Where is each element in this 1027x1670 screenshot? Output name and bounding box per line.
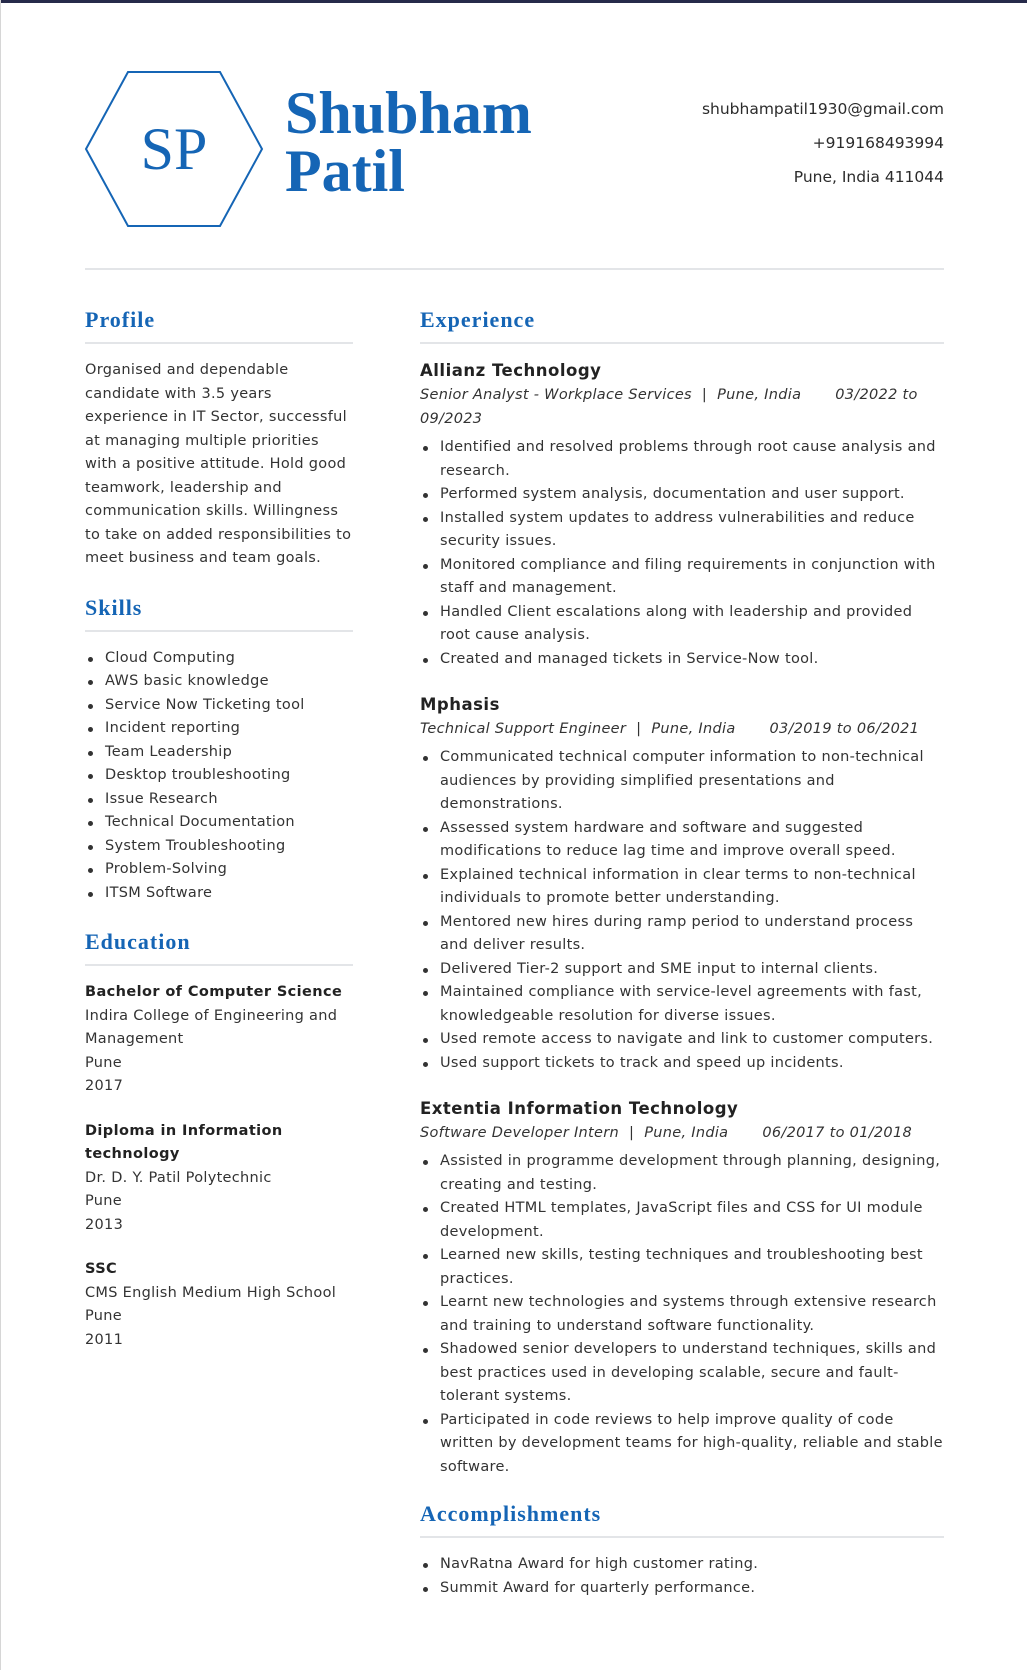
job-bullet: Explained technical information in clear terms to non-technical individuals to promote better understanding. — [420, 864, 944, 911]
job-location: Pune, India — [717, 387, 802, 403]
job-dates: 03/2022 to 09/2023 — [420, 387, 918, 427]
job-bullet: Maintained compliance with service-level agreements with fast, knowledgeable resolution for diverse issues. — [420, 981, 944, 1028]
job-role: Senior Analyst - Workplace Services — [420, 387, 692, 403]
job-role: Technical Support Engineer — [420, 721, 627, 737]
profile-summary: Organised and dependable candidate with 3.5 years experience in IT Sector, successful at managing multiple priorities with a positive attitude. Hold good teamwork, leadership and communication skills. Willingness to take on added responsibilities to meet business and team goals. — [85, 362, 352, 566]
job-bullet: Delivered Tier-2 support and SME input to internal clients. — [420, 958, 944, 982]
location: Pune, India 411044 — [793, 168, 944, 186]
job-dates: 06/2017 to 01/2018 — [762, 1125, 913, 1141]
company-name: Extentia Information Technology — [420, 1099, 739, 1118]
job-bullet: Identified and resolved problems through root cause analysis and research. — [420, 436, 944, 483]
skills-section — [85, 595, 353, 906]
page-edge — [0, 0, 1, 1670]
school: Indira College of Engineering and Management — [85, 1007, 338, 1047]
right-column — [420, 307, 944, 1600]
job-bullet: Installed system updates to address vulnerabilities and reduce security issues. — [420, 507, 944, 554]
education-entry — [85, 1258, 353, 1352]
header-divider — [85, 268, 944, 270]
job-bullet: Assessed system hardware and software and suggested modifications to reduce lag time and improve overall speed. — [420, 817, 944, 864]
job-entry — [420, 693, 944, 1075]
accomplishment-item: Summit Award for quarterly performance. — [420, 1577, 944, 1601]
meta-separator: | — [701, 387, 708, 403]
education-section — [85, 929, 353, 1352]
company-name: Mphasis — [420, 695, 500, 714]
job-bullet: Used support tickets to track and speed up incidents. — [420, 1052, 944, 1076]
school-city: Pune — [85, 1193, 122, 1209]
experience-section — [420, 307, 944, 1479]
skills-heading: Skills — [85, 595, 353, 632]
skill-item: Team Leadership — [85, 741, 353, 765]
school-city: Pune — [85, 1054, 122, 1071]
degree: Bachelor of Computer Science — [85, 984, 343, 1000]
monogram-hexagon — [84, 70, 264, 228]
left-column — [85, 307, 353, 1373]
candidate-name — [285, 80, 532, 204]
job-bullet: Handled Client escalations along with leadership and provided root cause analysis. — [420, 601, 944, 648]
skill-item: Desktop troubleshooting — [85, 764, 353, 788]
job-bullet: Communicated technical computer information to non-technical audiences by providing simplified presentations and demonstrations. — [420, 746, 944, 817]
skill-item: Cloud Computing — [85, 647, 353, 671]
job-bullet: Created HTML templates, JavaScript files and CSS for UI module development. — [420, 1197, 944, 1244]
skill-item: ITSM Software — [85, 882, 353, 906]
job-meta — [420, 1121, 944, 1145]
job-bullet: Learnt new technologies and systems through extensive research and training to understand software functionality. — [420, 1291, 944, 1338]
monogram-initials: SP — [140, 115, 208, 182]
degree: SSC — [85, 1261, 118, 1277]
job-bullet: Performed system analysis, documentation and user support. — [420, 483, 944, 507]
company-name: Allianz Technology — [420, 361, 602, 380]
skill-item: System Troubleshooting — [85, 835, 353, 859]
skill-item: Problem-Solving — [85, 858, 353, 882]
skill-item: Incident reporting — [85, 717, 353, 741]
skill-item: Technical Documentation — [85, 811, 353, 835]
job-bullets — [420, 1150, 944, 1479]
education-entry — [85, 1120, 353, 1238]
first-name: Shubham — [285, 80, 532, 146]
profile-heading: Profile — [85, 307, 353, 344]
job-entry — [420, 1097, 944, 1479]
job-bullet: Assisted in programme development through planning, designing, creating and testing. — [420, 1150, 944, 1197]
phone-number: +919168493994 — [812, 134, 944, 152]
job-bullet: Monitored compliance and filing requirements in conjunction with staff and management. — [420, 554, 944, 601]
experience-heading: Experience — [420, 307, 944, 344]
job-meta — [420, 717, 944, 741]
job-bullets — [420, 746, 944, 1075]
email-link[interactable]: shubhampatil1930@gmail.com — [701, 100, 944, 118]
job-entry — [420, 359, 944, 671]
meta-separator: | — [629, 1125, 635, 1141]
education-heading: Education — [85, 929, 353, 966]
job-location: Pune, India — [651, 721, 736, 737]
job-location: Pune, India — [644, 1125, 729, 1141]
meta-separator: | — [636, 721, 642, 737]
school-city: Pune — [85, 1308, 122, 1324]
last-name: Patil — [285, 138, 405, 204]
profile-section — [85, 307, 353, 571]
job-bullet: Learned new skills, testing techniques and troubleshooting best practices. — [420, 1244, 944, 1291]
job-meta — [420, 383, 944, 431]
education-entry — [85, 981, 353, 1099]
skill-item: AWS basic knowledge — [85, 670, 353, 694]
job-bullets — [420, 436, 944, 671]
job-bullet: Shadowed senior developers to understand techniques, skills and best practices used in developing scalable, secure and fault-tolerant systems. — [420, 1338, 944, 1409]
graduation-year: 2017 — [85, 1078, 124, 1094]
skills-list — [85, 647, 353, 906]
degree: Diploma in Information technology — [85, 1122, 283, 1162]
accomplishments-heading: Accomplishments — [420, 1501, 944, 1538]
school: CMS English Medium High School — [85, 1284, 337, 1301]
top-border — [0, 0, 1027, 3]
job-role: Software Developer Intern — [420, 1125, 620, 1141]
accomplishment-item: NavRatna Award for high customer rating. — [420, 1553, 944, 1577]
skill-item: Issue Research — [85, 788, 353, 812]
accomplishments-section — [420, 1501, 944, 1600]
contact-info — [702, 92, 944, 194]
job-bullet: Mentored new hires during ramp period to understand process and deliver results. — [420, 911, 944, 958]
graduation-year: 2011 — [85, 1331, 124, 1348]
skill-item: Service Now Ticketing tool — [85, 694, 353, 718]
accomplishments-list — [420, 1553, 944, 1600]
job-dates: 03/2019 to 06/2021 — [769, 721, 920, 737]
job-bullet: Created and managed tickets in Service-Now tool. — [420, 648, 944, 672]
job-bullet: Participated in code reviews to help improve quality of code written by development teams for high-quality, reliable and stable software. — [420, 1409, 944, 1480]
job-bullet: Used remote access to navigate and link to customer computers. — [420, 1028, 944, 1052]
graduation-year: 2013 — [85, 1216, 124, 1233]
school: Dr. D. Y. Patil Polytechnic — [85, 1169, 272, 1186]
